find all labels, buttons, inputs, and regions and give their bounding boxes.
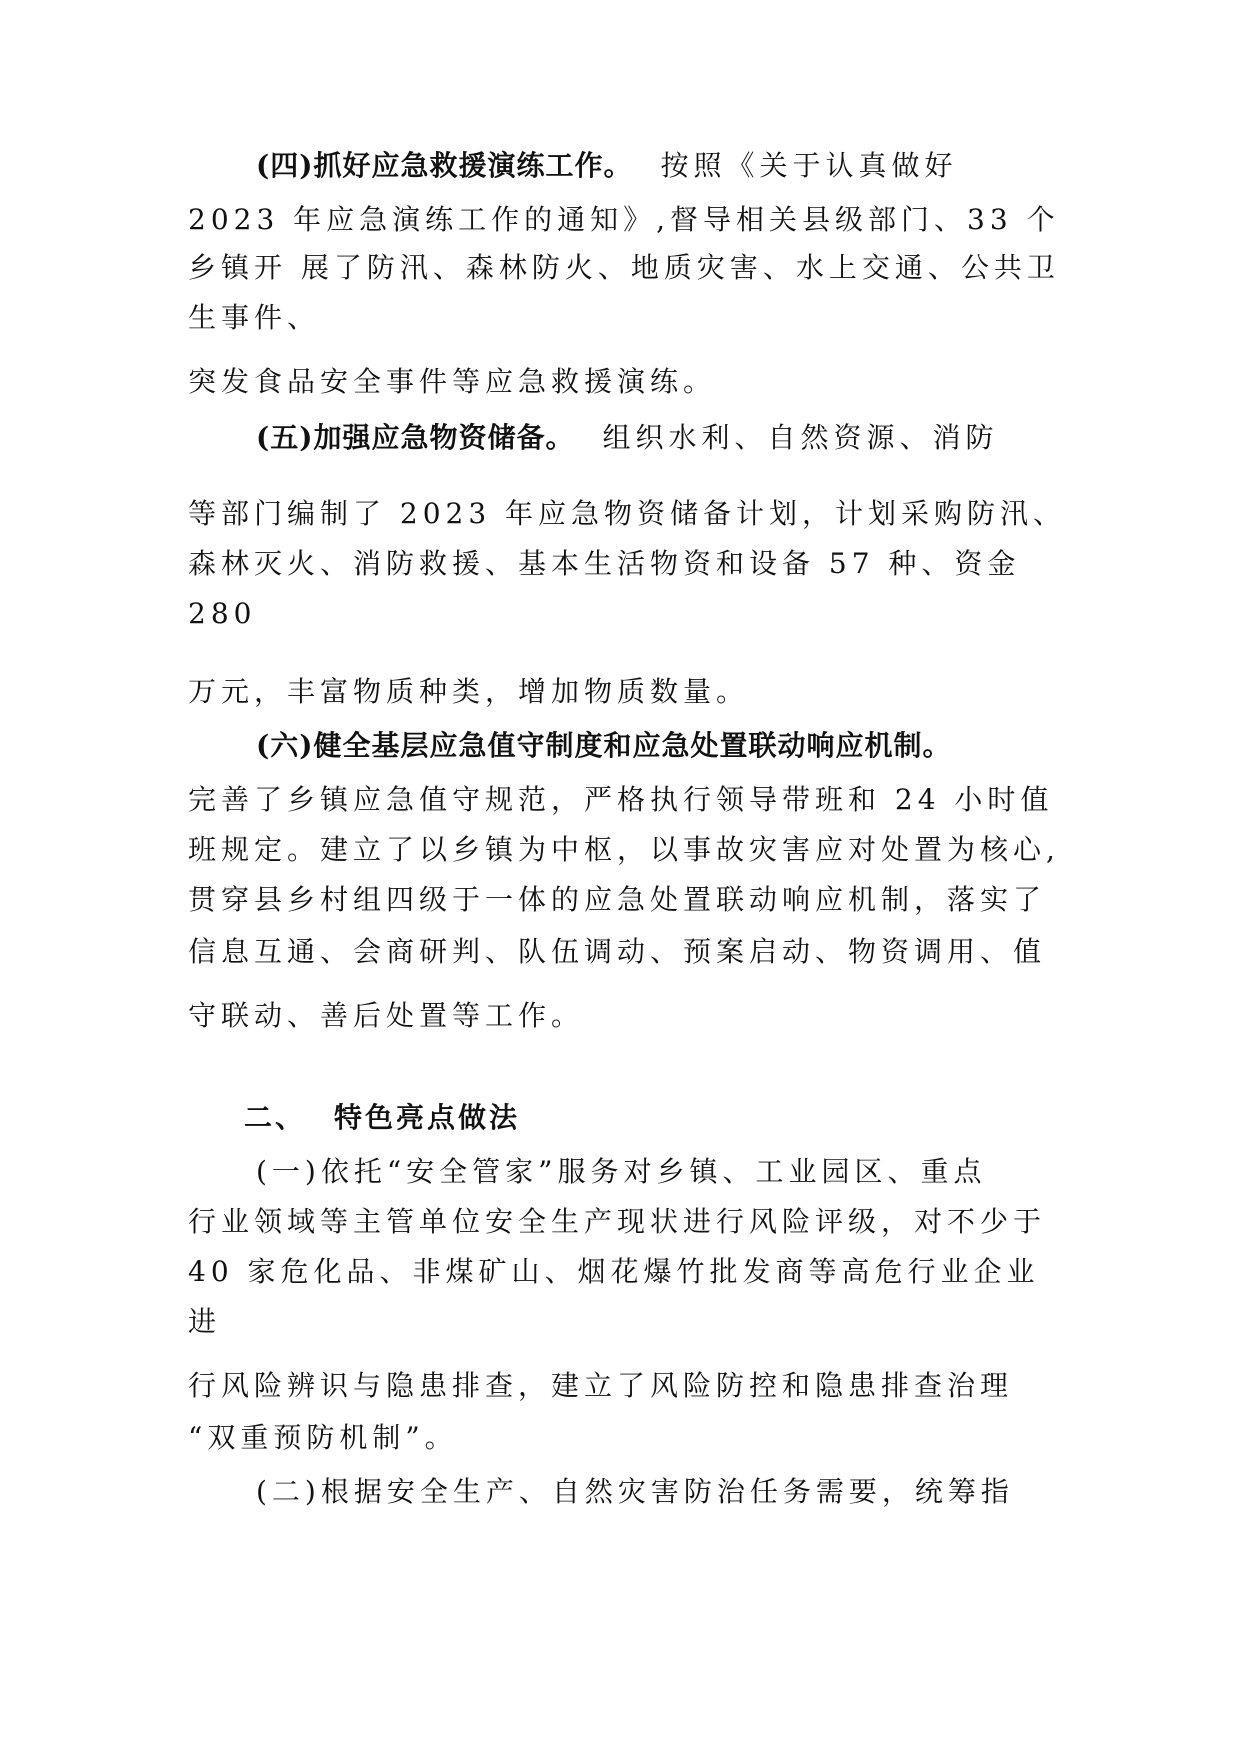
paragraph-line: (二)根据安全生产、自然灾害防治任务需要，统筹指 bbox=[256, 1475, 1014, 1508]
paragraph-line: 森林灭火、消防救援、基本生活物资和设备 57 种、资金 bbox=[188, 547, 1021, 580]
paragraph-line: 万元，丰富物质种类，增加物质数量。 bbox=[188, 675, 750, 708]
paragraph-line: 40 家危化品、非煤矿山、烟花爆竹批发商等高危行业企业 bbox=[188, 1255, 1040, 1288]
section-5-heading: (五)加强应急物资储备。 bbox=[256, 421, 575, 454]
part-2-number: 二、 bbox=[244, 1101, 307, 1134]
section-5-text: 组织水利、自然资源、消防 bbox=[602, 421, 999, 454]
part-2-title: 特色亮点做法 bbox=[334, 1101, 521, 1134]
part-2-heading bbox=[244, 1098, 520, 1138]
paragraph-line: 突发食品安全事件等应急救援演练。 bbox=[188, 365, 717, 398]
paragraph-line: 信息互通、会商研判、队伍调动、预案启动、物资调用、值 bbox=[188, 935, 1047, 968]
paragraph-line: 2023 年应急演练工作的通知》,督导相关县级部门、33 个 bbox=[188, 203, 1060, 236]
section-4-first-line bbox=[256, 146, 958, 186]
paragraph-line: (一)依托“安全管家”服务对乡镇、工业园区、重点 bbox=[256, 1155, 987, 1188]
paragraph-line: 行风险辨识与隐患排查，建立了风险防控和隐患排查治理 bbox=[188, 1369, 1014, 1402]
paragraph-line: 进 bbox=[188, 1305, 222, 1338]
paragraph-line: 乡镇开 展了防汛、森林防火、地质灾害、水上交通、公共卫 bbox=[188, 251, 1060, 284]
paragraph-line: 贯穿县乡村组四级于一体的应急处置联动响应机制，落实了 bbox=[188, 883, 1047, 916]
paragraph-line: 守联动、善后处置等工作。 bbox=[188, 999, 585, 1032]
section-6-heading: (六)健全基层应急值守制度和应急处置联动响应机制。 bbox=[256, 729, 952, 762]
paragraph-line: “双重预防机制”。 bbox=[188, 1421, 458, 1454]
section-4-text: 按照《关于认真做好 bbox=[660, 149, 958, 182]
paragraph-line: 等部门编制了 2023 年应急物资储备计划，计划采购防汛、 bbox=[188, 497, 1067, 530]
paragraph-line: 班规定。建立了以乡镇为中枢，以事故灾害应对处置为核心, bbox=[188, 833, 1060, 866]
paragraph-line: 280 bbox=[188, 597, 257, 630]
section-4-heading: (四)抓好应急救援演练工作。 bbox=[256, 149, 633, 182]
paragraph-line: 行业领域等主管单位安全生产现状进行风险评级，对不少于 bbox=[188, 1205, 1047, 1238]
section-5-first-line bbox=[256, 418, 999, 458]
paragraph-line: 生事件、 bbox=[188, 301, 321, 334]
paragraph-line: 完善了乡镇应急值守规范，严格执行领导带班和 24 小时值 bbox=[188, 783, 1054, 816]
